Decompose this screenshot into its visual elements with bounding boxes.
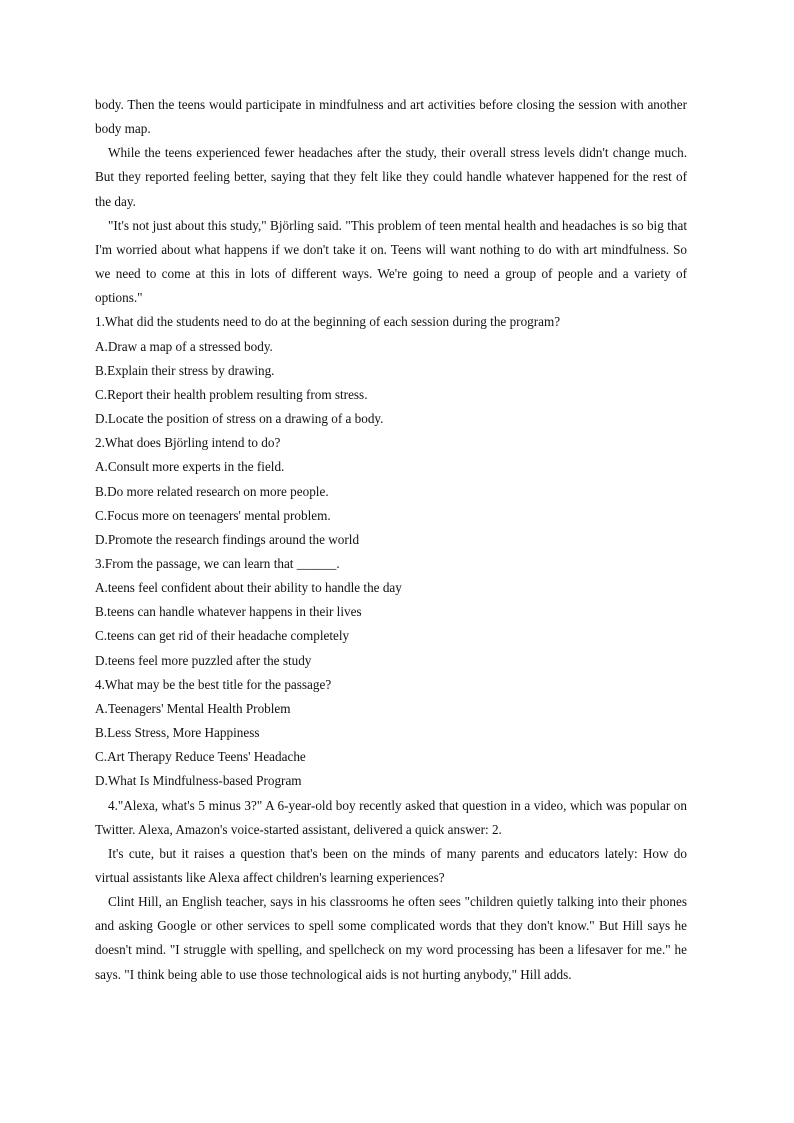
answer-option: C.teens can get rid of their headache completely [95,628,350,644]
answer-option: D.Locate the position of stress on a drawing of a body. [95,411,384,427]
passage-paragraph: 4."Alexa, what's 5 minus 3?" A 6-year-old boy recently asked that question in a video, which was popular on Twitter. Alexa, Amazon's voice-started assistant, delivered a quick answer: 2. [95,797,687,837]
passage-paragraph: It's cute, but it raises a question that's been on the minds of many parents and educators lately: How do virtual assistants like Alexa affect children's learning experiences? [95,845,687,885]
answer-option: A.teens feel confident about their ability to handle the day [95,580,402,596]
answer-option: D.teens feel more puzzled after the study [95,652,312,668]
answer-option: C.Focus more on teenagers' mental problem. [95,507,331,523]
question-1 [95,310,687,431]
document-page [95,93,687,987]
question-stem: 1.What did the students need to do at the beginning of each session during the program? [95,314,561,330]
question-4 [95,673,687,794]
answer-option: C.Art Therapy Reduce Teens' Headache [95,749,306,765]
answer-option: C.Report their health problem resulting from stress. [95,386,368,402]
passage-paragraph: While the teens experienced fewer headaches after the study, their overall stress levels didn't change much. But they reported feeling better, saying that they felt like they could handle whatever happened for the rest of the day. [95,145,687,209]
answer-option: B.teens can handle whatever happens in their lives [95,604,362,620]
answer-option: D.What Is Mindfulness-based Program [95,773,302,789]
passage-paragraph: Clint Hill, an English teacher, says in his classrooms he often sees "children quietly talking into their phones and asking Google or other services to spell some complicated words that they don't know." But Hill says he doesn't mind. "I struggle with spelling, and spellcheck on my word processing has been a lifesaver for me." he says. "I think being able to use those technological aids is not hurting anybody," Hill adds. [95,894,687,982]
answer-option: A.Consult more experts in the field. [95,459,285,475]
question-stem: 4.What may be the best title for the passage? [95,676,332,692]
answer-option: D.Promote the research findings around the world [95,531,360,547]
question-stem: 2.What does Björling intend to do? [95,435,281,451]
answer-option: B.Less Stress, More Happiness [95,725,260,741]
answer-option: B.Do more related research on more people. [95,483,329,499]
question-3 [95,552,687,673]
passage-paragraph: "It's not just about this study," Björling said. "This problem of teen mental health and headaches is so big that I'm worried about what happens if we don't take it on. Teens will want nothing to do with art mindfulness. So we need to come at this in lots of different ways. We're going to need a group of people and a variety of options." [95,217,687,306]
question-2 [95,431,687,552]
answer-option: B.Explain their stress by drawing. [95,362,275,378]
answer-option: A.Draw a map of a stressed body. [95,338,273,354]
answer-option: A.Teenagers' Mental Health Problem [95,700,291,716]
question-stem: 3.From the passage, we can learn that ______. [95,555,340,571]
passage-paragraph: body. Then the teens would participate in mindfulness and art activities before closing the session with another body map. [95,97,687,137]
